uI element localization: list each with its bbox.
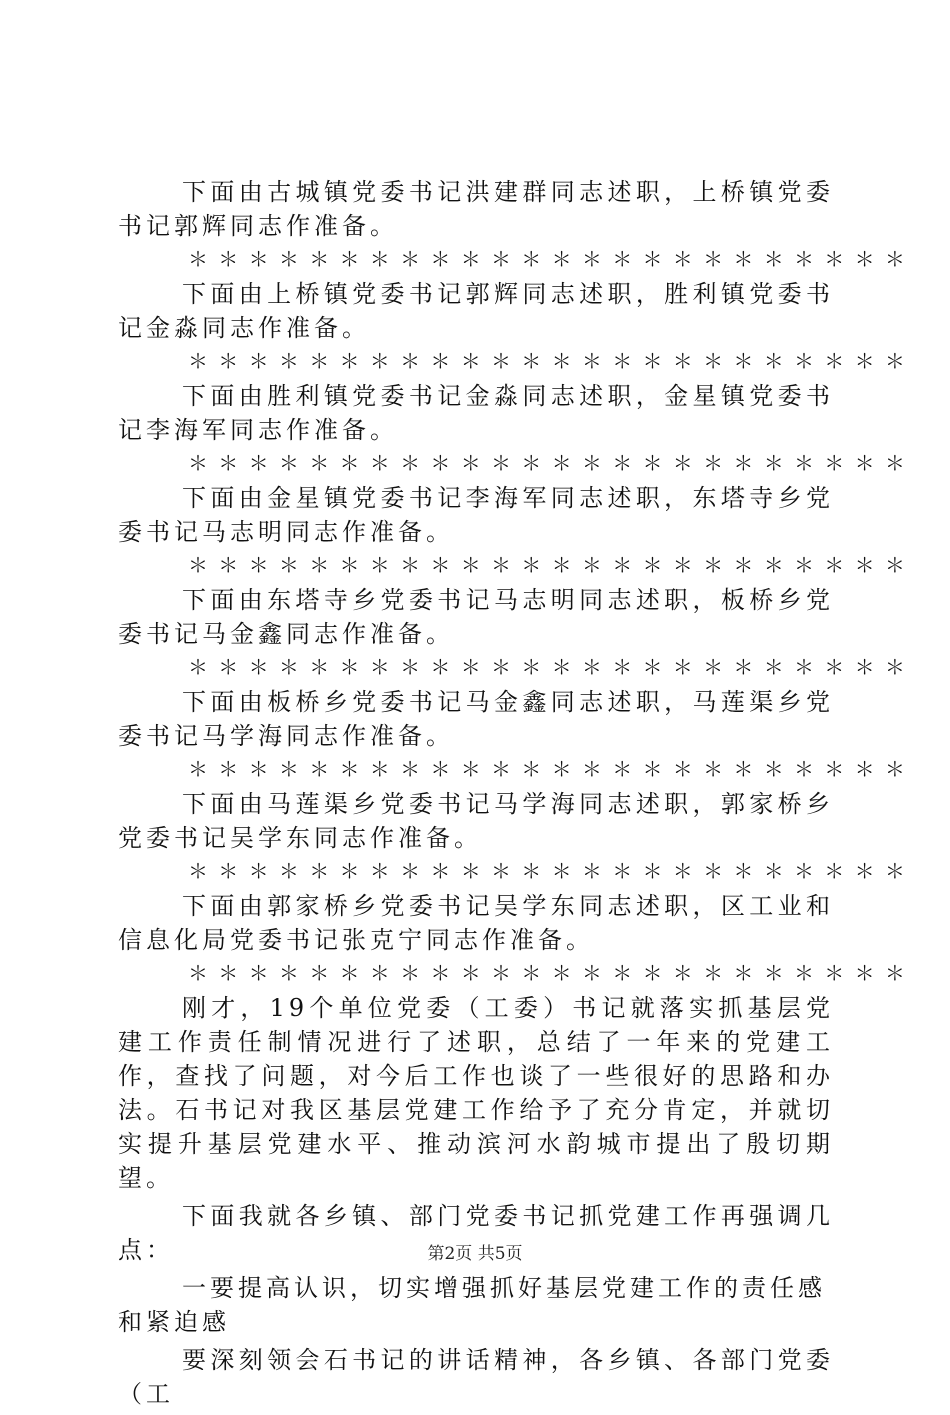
section-heading: 一要提高认识，切实增强抓好基层党建工作的责任感和紧迫感 — [118, 1274, 826, 1336]
page-number-footer: 第2页 共5页 — [427, 1244, 523, 1264]
intro-paragraph: 下面我就各乡镇、部门党委书记抓党建工作再强调几点： — [118, 1202, 834, 1264]
paragraph: 下面由板桥乡党委书记马金鑫同志述职，马莲渠乡党委书记马学海同志作准备。 — [118, 688, 834, 750]
separator-stars: ＊＊＊＊＊＊＊＊＊＊＊＊＊＊＊＊＊＊＊＊＊＊＊＊ — [188, 247, 916, 271]
paragraph: 下面由东塔寺乡党委书记马志明同志述职，板桥乡党委书记马金鑫同志作准备。 — [118, 586, 834, 648]
separator-stars: ＊＊＊＊＊＊＊＊＊＊＊＊＊＊＊＊＊＊＊＊＊＊＊＊ — [188, 349, 916, 373]
paragraph: 下面由上桥镇党委书记郭辉同志述职，胜利镇党委书记金淼同志作准备。 — [118, 280, 834, 342]
paragraph: 下面由金星镇党委书记李海军同志述职，东塔寺乡党委书记马志明同志作准备。 — [118, 484, 834, 546]
separator-stars: ＊＊＊＊＊＊＊＊＊＊＊＊＊＊＊＊＊＊＊＊＊＊＊＊ — [188, 451, 916, 475]
separator-stars: ＊＊＊＊＊＊＊＊＊＊＊＊＊＊＊＊＊＊＊＊＊＊＊＊ — [188, 961, 916, 985]
paragraph: 下面由马莲渠乡党委书记马学海同志述职，郭家桥乡党委书记吴学东同志作准备。 — [118, 790, 834, 852]
paragraph: 下面由胜利镇党委书记金淼同志述职，金星镇党委书记李海军同志作准备。 — [118, 382, 834, 444]
separator-stars: ＊＊＊＊＊＊＊＊＊＊＊＊＊＊＊＊＊＊＊＊＊＊＊＊ — [188, 553, 916, 577]
summary-paragraph: 刚才，19个单位党委（工委）书记就落实抓基层党建工作责任制情况进行了述职，总结了一年来的党建工作，查找了问题，对今后工作也谈了一些很好的思路和办法。石书记对我区基层党建工作给予了充分肯定，并就切实提升基层党建水平、推动滨河水韵城市提出了殷切期望。 — [118, 994, 834, 1192]
paragraph: 下面由郭家桥乡党委书记吴学东同志述职，区工业和信息化局党委书记张克宁同志作准备。 — [118, 892, 834, 954]
document-body — [118, 175, 916, 1415]
separator-stars: ＊＊＊＊＊＊＊＊＊＊＊＊＊＊＊＊＊＊＊＊＊＊＊＊ — [188, 757, 916, 781]
paragraph: 要深刻领会石书记的讲话精神，各乡镇、各部门党委（工 — [118, 1346, 834, 1408]
paragraph: 下面由古城镇党委书记洪建群同志述职，上桥镇党委书记郭辉同志作准备。 — [118, 178, 834, 240]
separator-stars: ＊＊＊＊＊＊＊＊＊＊＊＊＊＊＊＊＊＊＊＊＊＊＊＊ — [188, 655, 916, 679]
separator-stars: ＊＊＊＊＊＊＊＊＊＊＊＊＊＊＊＊＊＊＊＊＊＊＊＊ — [188, 859, 916, 883]
